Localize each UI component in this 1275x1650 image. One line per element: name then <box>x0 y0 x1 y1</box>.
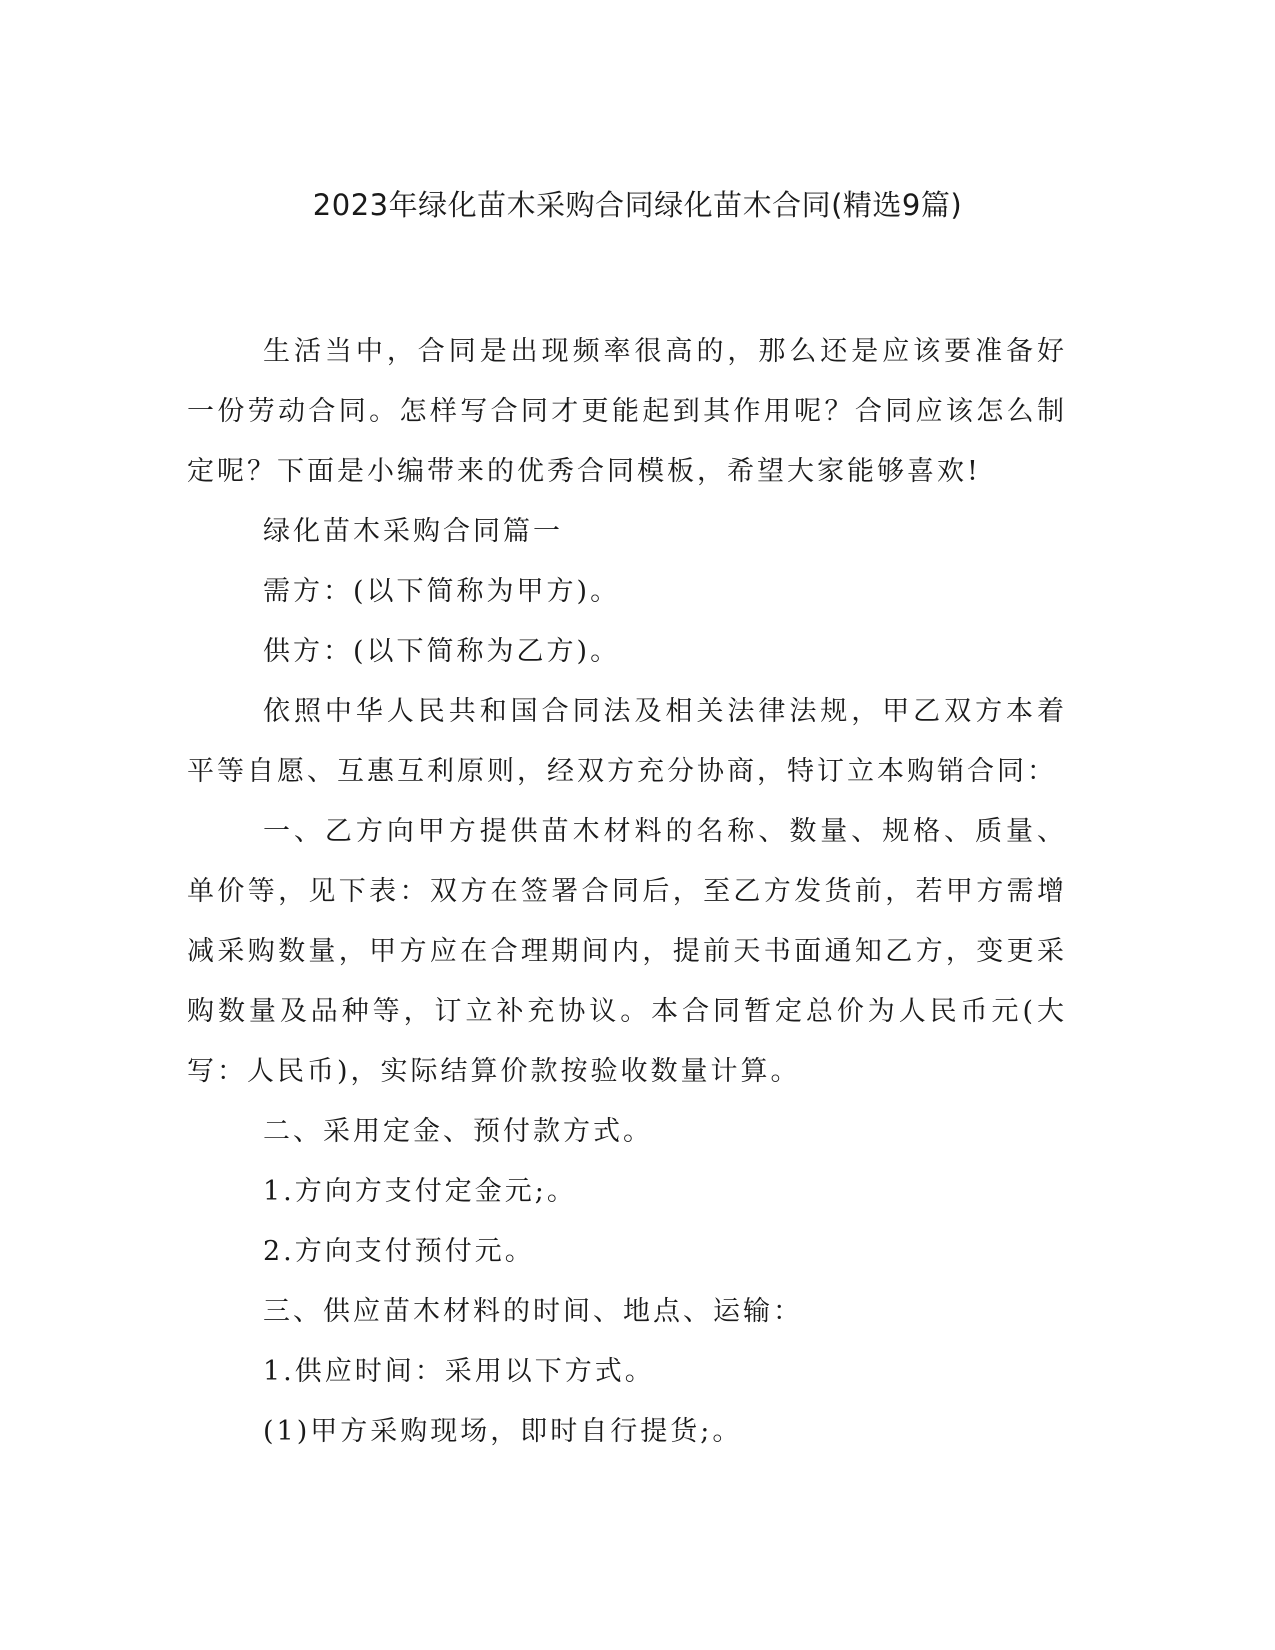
paragraph-clause-2-item-2: 2.方向支付预付元。 <box>263 1236 535 1267</box>
paragraph-buyer: 需方：(以下简称为甲方)。 <box>263 576 621 607</box>
document-body <box>187 322 1067 1462</box>
paragraph-legal-basis: 依照中华人民共和国合同法及相关法律法规，甲乙双方本着平等自愿、互惠互利原则，经双方充分协商，特订立本购销合同： <box>187 696 1067 787</box>
paragraph-supplier: 供方：(以下简称为乙方)。 <box>263 636 621 667</box>
paragraph-clause-2-item-1: 1.方向方支付定金元;。 <box>263 1176 577 1207</box>
paragraph-clause-1: 一、乙方向甲方提供苗木材料的名称、数量、规格、质量、单价等，见下表：双方在签署合同后，至乙方发货前，若甲方需增减采购数量，甲方应在合理期间内，提前天书面通知乙方，变更采购数量及品种等，订立补充协议。本合同暂定总价为人民币元(大写：人民币)，实际结算价款按验收数量计算。 <box>187 816 1067 1087</box>
paragraph-intro: 生活当中，合同是出现频率很高的，那么还是应该要准备好一份劳动合同。怎样写合同才更能起到其作用呢？合同应该怎么制定呢？下面是小编带来的优秀合同模板，希望大家能够喜欢! <box>187 336 1067 487</box>
paragraph-clause-3: 三、供应苗木材料的时间、地点、运输： <box>263 1296 803 1327</box>
paragraph-clause-3-item-1: 1.供应时间：采用以下方式。 <box>263 1356 655 1387</box>
paragraph-section-heading: 绿化苗木采购合同篇一 <box>263 516 563 547</box>
paragraph-clause-3-item-1-sub-1: (1)甲方采购现场，即时自行提货;。 <box>263 1416 743 1447</box>
paragraph-clause-2: 二、采用定金、预付款方式。 <box>263 1116 653 1147</box>
document-title: 2023年绿化苗木采购合同绿化苗木合同(精选9篇) <box>312 188 963 222</box>
